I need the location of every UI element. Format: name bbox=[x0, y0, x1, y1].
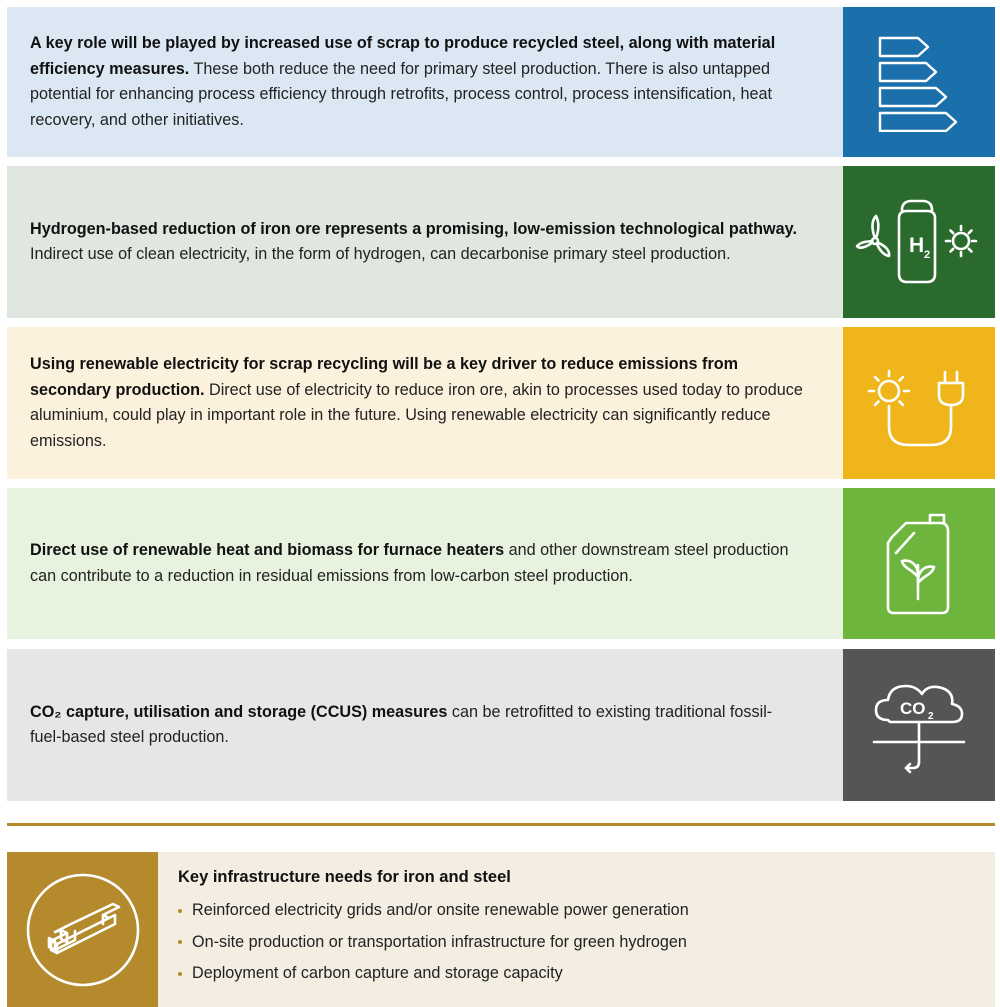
measure-headline: Direct use of renewable heat and biomass for furnace heaters bbox=[30, 541, 505, 559]
infrastructure-list bbox=[178, 895, 995, 990]
co2-label: CO bbox=[900, 699, 926, 718]
measure-body: and other downstream steel production can contribute to a reduction in residual emissions from low-carbon steel production. bbox=[30, 541, 789, 585]
list-item-text: Reinforced electricity grids and/or onsite renewable power generation bbox=[192, 901, 689, 919]
h2-label: H bbox=[909, 234, 925, 257]
measure-headline: A key role will be played by increased use of scrap to produce recycled steel, along with material efficiency measures. bbox=[30, 34, 776, 78]
h2-subscript: 2 bbox=[924, 249, 931, 261]
measure-body: can be retrofitted to existing traditional fossil-fuel-based steel production. bbox=[30, 702, 773, 746]
measure-text bbox=[7, 488, 843, 639]
section-divider bbox=[7, 823, 995, 826]
measure-row-hydrogen bbox=[7, 166, 995, 318]
measure-row-renewable-electricity bbox=[7, 327, 995, 479]
bullet-dot-icon bbox=[178, 909, 182, 913]
measure-headline: Using renewable electricity for scrap recycling will be a key driver to reduce emissions from secondary production. bbox=[30, 355, 739, 399]
energy-efficiency-arrows-icon bbox=[843, 7, 995, 157]
measure-row-ccus bbox=[7, 649, 995, 801]
steel-beam-icon bbox=[7, 852, 158, 1007]
co2-cloud-storage-icon bbox=[843, 649, 995, 801]
measure-body: Direct use of electricity to reduce iron ore, akin to processes used today to produce aluminium, could play in important role in the future. Using renewable electricity can significantly reduce emissions. bbox=[30, 380, 803, 450]
list-item bbox=[178, 958, 995, 990]
list-item-text: On-site production or transportation infrastructure for green hydrogen bbox=[192, 932, 687, 951]
sun-plug-icon bbox=[843, 327, 995, 479]
measure-headline: CO₂ capture, utilisation and storage (CCUS) measures bbox=[30, 702, 448, 721]
measure-body: Indirect use of clean electricity, in the form of hydrogen, can decarbonise primary steel production. bbox=[30, 245, 731, 263]
infrastructure-title: Key infrastructure needs for iron and steel bbox=[178, 868, 511, 886]
measure-row-scrap-efficiency bbox=[7, 7, 995, 157]
co2-subscript: 2 bbox=[928, 711, 934, 722]
measure-text bbox=[7, 7, 843, 157]
hydrogen-tank-wind-sun-icon bbox=[843, 166, 995, 318]
measure-headline: Hydrogen-based reduction of iron ore represents a promising, low-emission technological pathway. bbox=[30, 219, 797, 238]
list-item bbox=[178, 895, 995, 927]
measure-body: These both reduce the need for primary steel production. There is also untapped potential for enhancing process efficiency through retrofits, process control, process intensification, heat recovery, and other initiatives. bbox=[30, 59, 773, 129]
biofuel-canister-icon bbox=[843, 488, 995, 639]
measure-row-renewable-heat bbox=[7, 488, 995, 639]
infrastructure-content bbox=[158, 852, 995, 1007]
list-item bbox=[178, 927, 995, 959]
bullet-dot-icon bbox=[178, 972, 182, 976]
measure-text bbox=[7, 327, 843, 479]
list-item-text: Deployment of carbon capture and storage capacity bbox=[192, 964, 563, 982]
infrastructure-needs-box bbox=[7, 852, 995, 1007]
measure-text bbox=[7, 166, 843, 318]
measure-text bbox=[7, 649, 843, 801]
bullet-dot-icon bbox=[178, 940, 182, 944]
